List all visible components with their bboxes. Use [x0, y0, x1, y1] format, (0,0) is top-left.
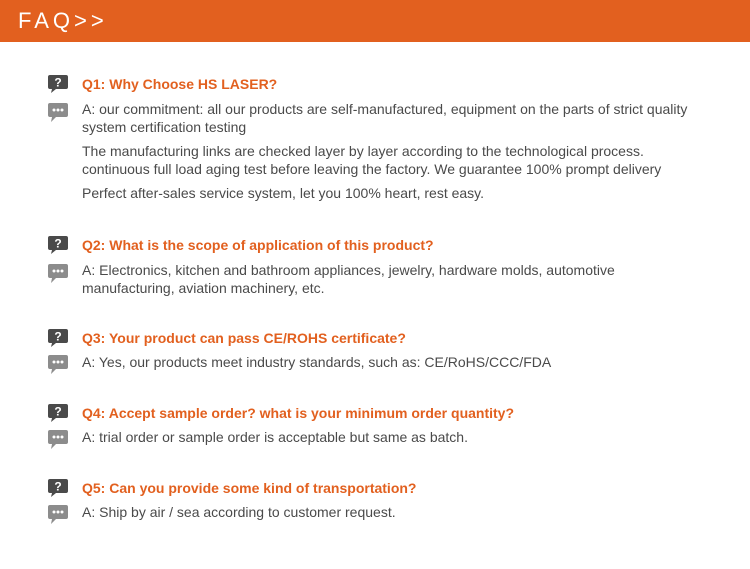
svg-text:?: ?: [54, 236, 62, 251]
answer-paragraph: A: trial order or sample order is acceptable but same as batch.: [82, 429, 468, 445]
faq-answer: [82, 261, 692, 297]
faq-answer: [82, 100, 692, 202]
question-bubble-icon: [47, 74, 69, 94]
faq-answer: [82, 353, 692, 371]
svg-text:?: ?: [54, 75, 62, 90]
svg-text:?: ?: [54, 404, 62, 419]
answer-bubble-icon: [47, 504, 69, 526]
faq-question: Q5: Can you provide some kind of transportation?: [82, 480, 417, 496]
answer-paragraph: The manufacturing links are checked layer by layer according to the technological process. continuous full load aging test before leaving the factory. We guarantee 100% prompt delivery: [82, 143, 662, 177]
answer-paragraph: A: Yes, our products meet industry standards, such as: CE/RoHS/CCC/FDA: [82, 354, 552, 370]
answer-paragraph: A: Electronics, kitchen and bathroom appliances, jewelry, hardware molds, automotive manufacturing, aviation machinery, etc.: [82, 262, 615, 296]
svg-text:?: ?: [54, 479, 62, 494]
faq-question: Q1: Why Choose HS LASER?: [82, 76, 278, 92]
answer-bubble-icon: [47, 263, 69, 285]
answer-paragraph: Perfect after-sales service system, let you 100% heart, rest easy.: [82, 185, 485, 201]
answer-bubble-icon: [47, 102, 69, 124]
answer-bubble-icon: [47, 429, 69, 451]
answer-paragraph: A: our commitment: all our products are self-manufactured, equipment on the parts of strict quality system certification testing: [82, 101, 688, 135]
answer-bubble-icon: [47, 354, 69, 376]
question-bubble-icon: [47, 478, 69, 498]
faq-question: Q4: Accept sample order? what is your minimum order quantity?: [82, 405, 515, 421]
question-bubble-icon: [47, 328, 69, 348]
faq-answer: [82, 428, 692, 446]
answer-paragraph: A: Ship by air / sea according to customer request.: [82, 504, 396, 520]
header-title: FAQ>>: [18, 8, 108, 33]
question-bubble-icon: [47, 235, 69, 255]
faq-answer: [82, 503, 692, 521]
faq-header: [0, 0, 750, 42]
question-bubble-icon: [47, 403, 69, 423]
faq-question: Q3: Your product can pass CE/ROHS certificate?: [82, 330, 406, 346]
faq-question: Q2: What is the scope of application of this product?: [82, 237, 434, 253]
svg-text:?: ?: [54, 329, 62, 344]
